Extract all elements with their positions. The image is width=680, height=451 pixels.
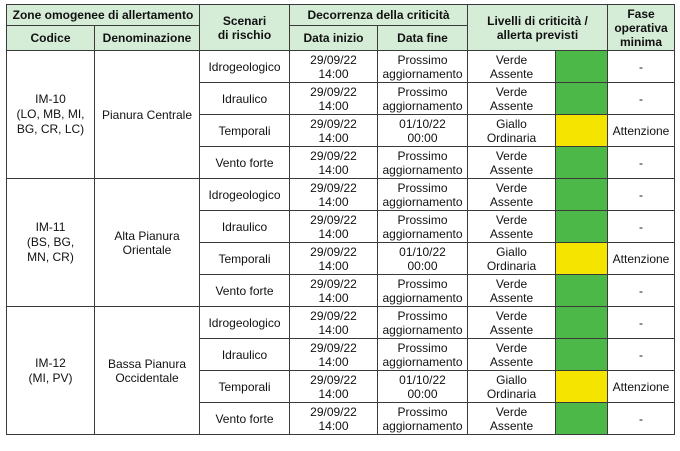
- phase-cell: -: [608, 83, 675, 115]
- zone-code: IM-12 (MI, PV): [7, 307, 95, 435]
- level-color-swatch: [556, 243, 608, 275]
- level-label-cell: Verde Assente: [468, 51, 556, 83]
- level-color-swatch: [556, 115, 608, 147]
- start-date-cell: 29/09/22 14:00: [290, 83, 378, 115]
- end-date-cell: Prossimo aggiornamento: [378, 179, 468, 211]
- table-row: [7, 179, 675, 211]
- start-date-cell: 29/09/22 14:00: [290, 147, 378, 179]
- level-label-cell: Giallo Ordinaria: [468, 115, 556, 147]
- level-color-swatch: [556, 51, 608, 83]
- end-date-cell: Prossimo aggiornamento: [378, 211, 468, 243]
- scenario-cell: Temporali: [200, 371, 290, 403]
- phase-cell: -: [608, 147, 675, 179]
- start-date-cell: 29/09/22 14:00: [290, 211, 378, 243]
- start-date-cell: 29/09/22 14:00: [290, 371, 378, 403]
- start-date-cell: 29/09/22 14:00: [290, 307, 378, 339]
- end-date-cell: Prossimo aggiornamento: [378, 339, 468, 371]
- scenario-cell: Idraulico: [200, 211, 290, 243]
- end-date-cell: Prossimo aggiornamento: [378, 83, 468, 115]
- level-color-swatch: [556, 275, 608, 307]
- start-date-cell: 29/09/22 14:00: [290, 243, 378, 275]
- end-date-cell: 01/10/22 00:00: [378, 115, 468, 147]
- level-label-cell: Giallo Ordinaria: [468, 371, 556, 403]
- start-date-cell: 29/09/22 14:00: [290, 339, 378, 371]
- scenario-cell: Temporali: [200, 243, 290, 275]
- level-color-swatch: [556, 147, 608, 179]
- table-row: [7, 51, 675, 83]
- level-label-cell: Verde Assente: [468, 179, 556, 211]
- scenario-cell: Idraulico: [200, 339, 290, 371]
- start-date-header: Data inizio: [290, 26, 378, 51]
- end-date-cell: 01/10/22 00:00: [378, 243, 468, 275]
- phase-cell: -: [608, 275, 675, 307]
- phase-header: Fase operativa minima: [608, 5, 675, 51]
- start-date-cell: 29/09/22 14:00: [290, 275, 378, 307]
- level-color-swatch: [556, 179, 608, 211]
- name-header: Denominazione: [95, 26, 200, 51]
- phase-cell: -: [608, 211, 675, 243]
- end-date-cell: Prossimo aggiornamento: [378, 51, 468, 83]
- end-date-cell: Prossimo aggiornamento: [378, 275, 468, 307]
- end-date-cell: Prossimo aggiornamento: [378, 403, 468, 435]
- zone-code: IM-10 (LO, MB, MI, BG, CR, LC): [7, 51, 95, 179]
- phase-cell: Attenzione: [608, 371, 675, 403]
- scenario-cell: Idraulico: [200, 83, 290, 115]
- start-date-cell: 29/09/22 14:00: [290, 51, 378, 83]
- zone-code: IM-11 (BS, BG, MN, CR): [7, 179, 95, 307]
- levels-header: Livelli di criticità / allerta previsti: [468, 5, 608, 51]
- level-label-cell: Verde Assente: [468, 275, 556, 307]
- scenario-cell: Vento forte: [200, 147, 290, 179]
- phase-cell: Attenzione: [608, 115, 675, 147]
- scenario-cell: Idrogeologico: [200, 51, 290, 83]
- phase-cell: -: [608, 51, 675, 83]
- phase-cell: -: [608, 403, 675, 435]
- level-color-swatch: [556, 371, 608, 403]
- table-row: [7, 307, 675, 339]
- level-color-swatch: [556, 403, 608, 435]
- level-color-swatch: [556, 339, 608, 371]
- zones-group-header: Zone omogenee di allertamento: [7, 5, 200, 26]
- end-date-header: Data fine: [378, 26, 468, 51]
- level-label-cell: Verde Assente: [468, 211, 556, 243]
- level-label-cell: Verde Assente: [468, 339, 556, 371]
- zone-name: Pianura Centrale: [95, 51, 200, 179]
- code-header: Codice: [7, 26, 95, 51]
- start-date-cell: 29/09/22 14:00: [290, 179, 378, 211]
- start-date-cell: 29/09/22 14:00: [290, 403, 378, 435]
- scenario-cell: Vento forte: [200, 275, 290, 307]
- level-color-swatch: [556, 307, 608, 339]
- zone-name: Alta Pianura Orientale: [95, 179, 200, 307]
- level-label-cell: Giallo Ordinaria: [468, 243, 556, 275]
- scenario-cell: Idrogeologico: [200, 179, 290, 211]
- level-label-cell: Verde Assente: [468, 147, 556, 179]
- end-date-cell: 01/10/22 00:00: [378, 371, 468, 403]
- table-body: [7, 51, 675, 435]
- level-label-cell: Verde Assente: [468, 307, 556, 339]
- phase-cell: -: [608, 339, 675, 371]
- level-label-cell: Verde Assente: [468, 403, 556, 435]
- alert-table: [6, 4, 675, 435]
- scenario-cell: Vento forte: [200, 403, 290, 435]
- zone-name: Bassa Pianura Occidentale: [95, 307, 200, 435]
- phase-cell: Attenzione: [608, 243, 675, 275]
- scenario-cell: Idrogeologico: [200, 307, 290, 339]
- end-date-cell: Prossimo aggiornamento: [378, 307, 468, 339]
- start-date-cell: 29/09/22 14:00: [290, 115, 378, 147]
- scenarios-header: Scenari di rischio: [200, 5, 290, 51]
- onset-group-header: Decorrenza della criticità: [290, 5, 468, 26]
- end-date-cell: Prossimo aggiornamento: [378, 147, 468, 179]
- phase-cell: -: [608, 307, 675, 339]
- level-label-cell: Verde Assente: [468, 83, 556, 115]
- level-color-swatch: [556, 83, 608, 115]
- phase-cell: -: [608, 179, 675, 211]
- scenario-cell: Temporali: [200, 115, 290, 147]
- level-color-swatch: [556, 211, 608, 243]
